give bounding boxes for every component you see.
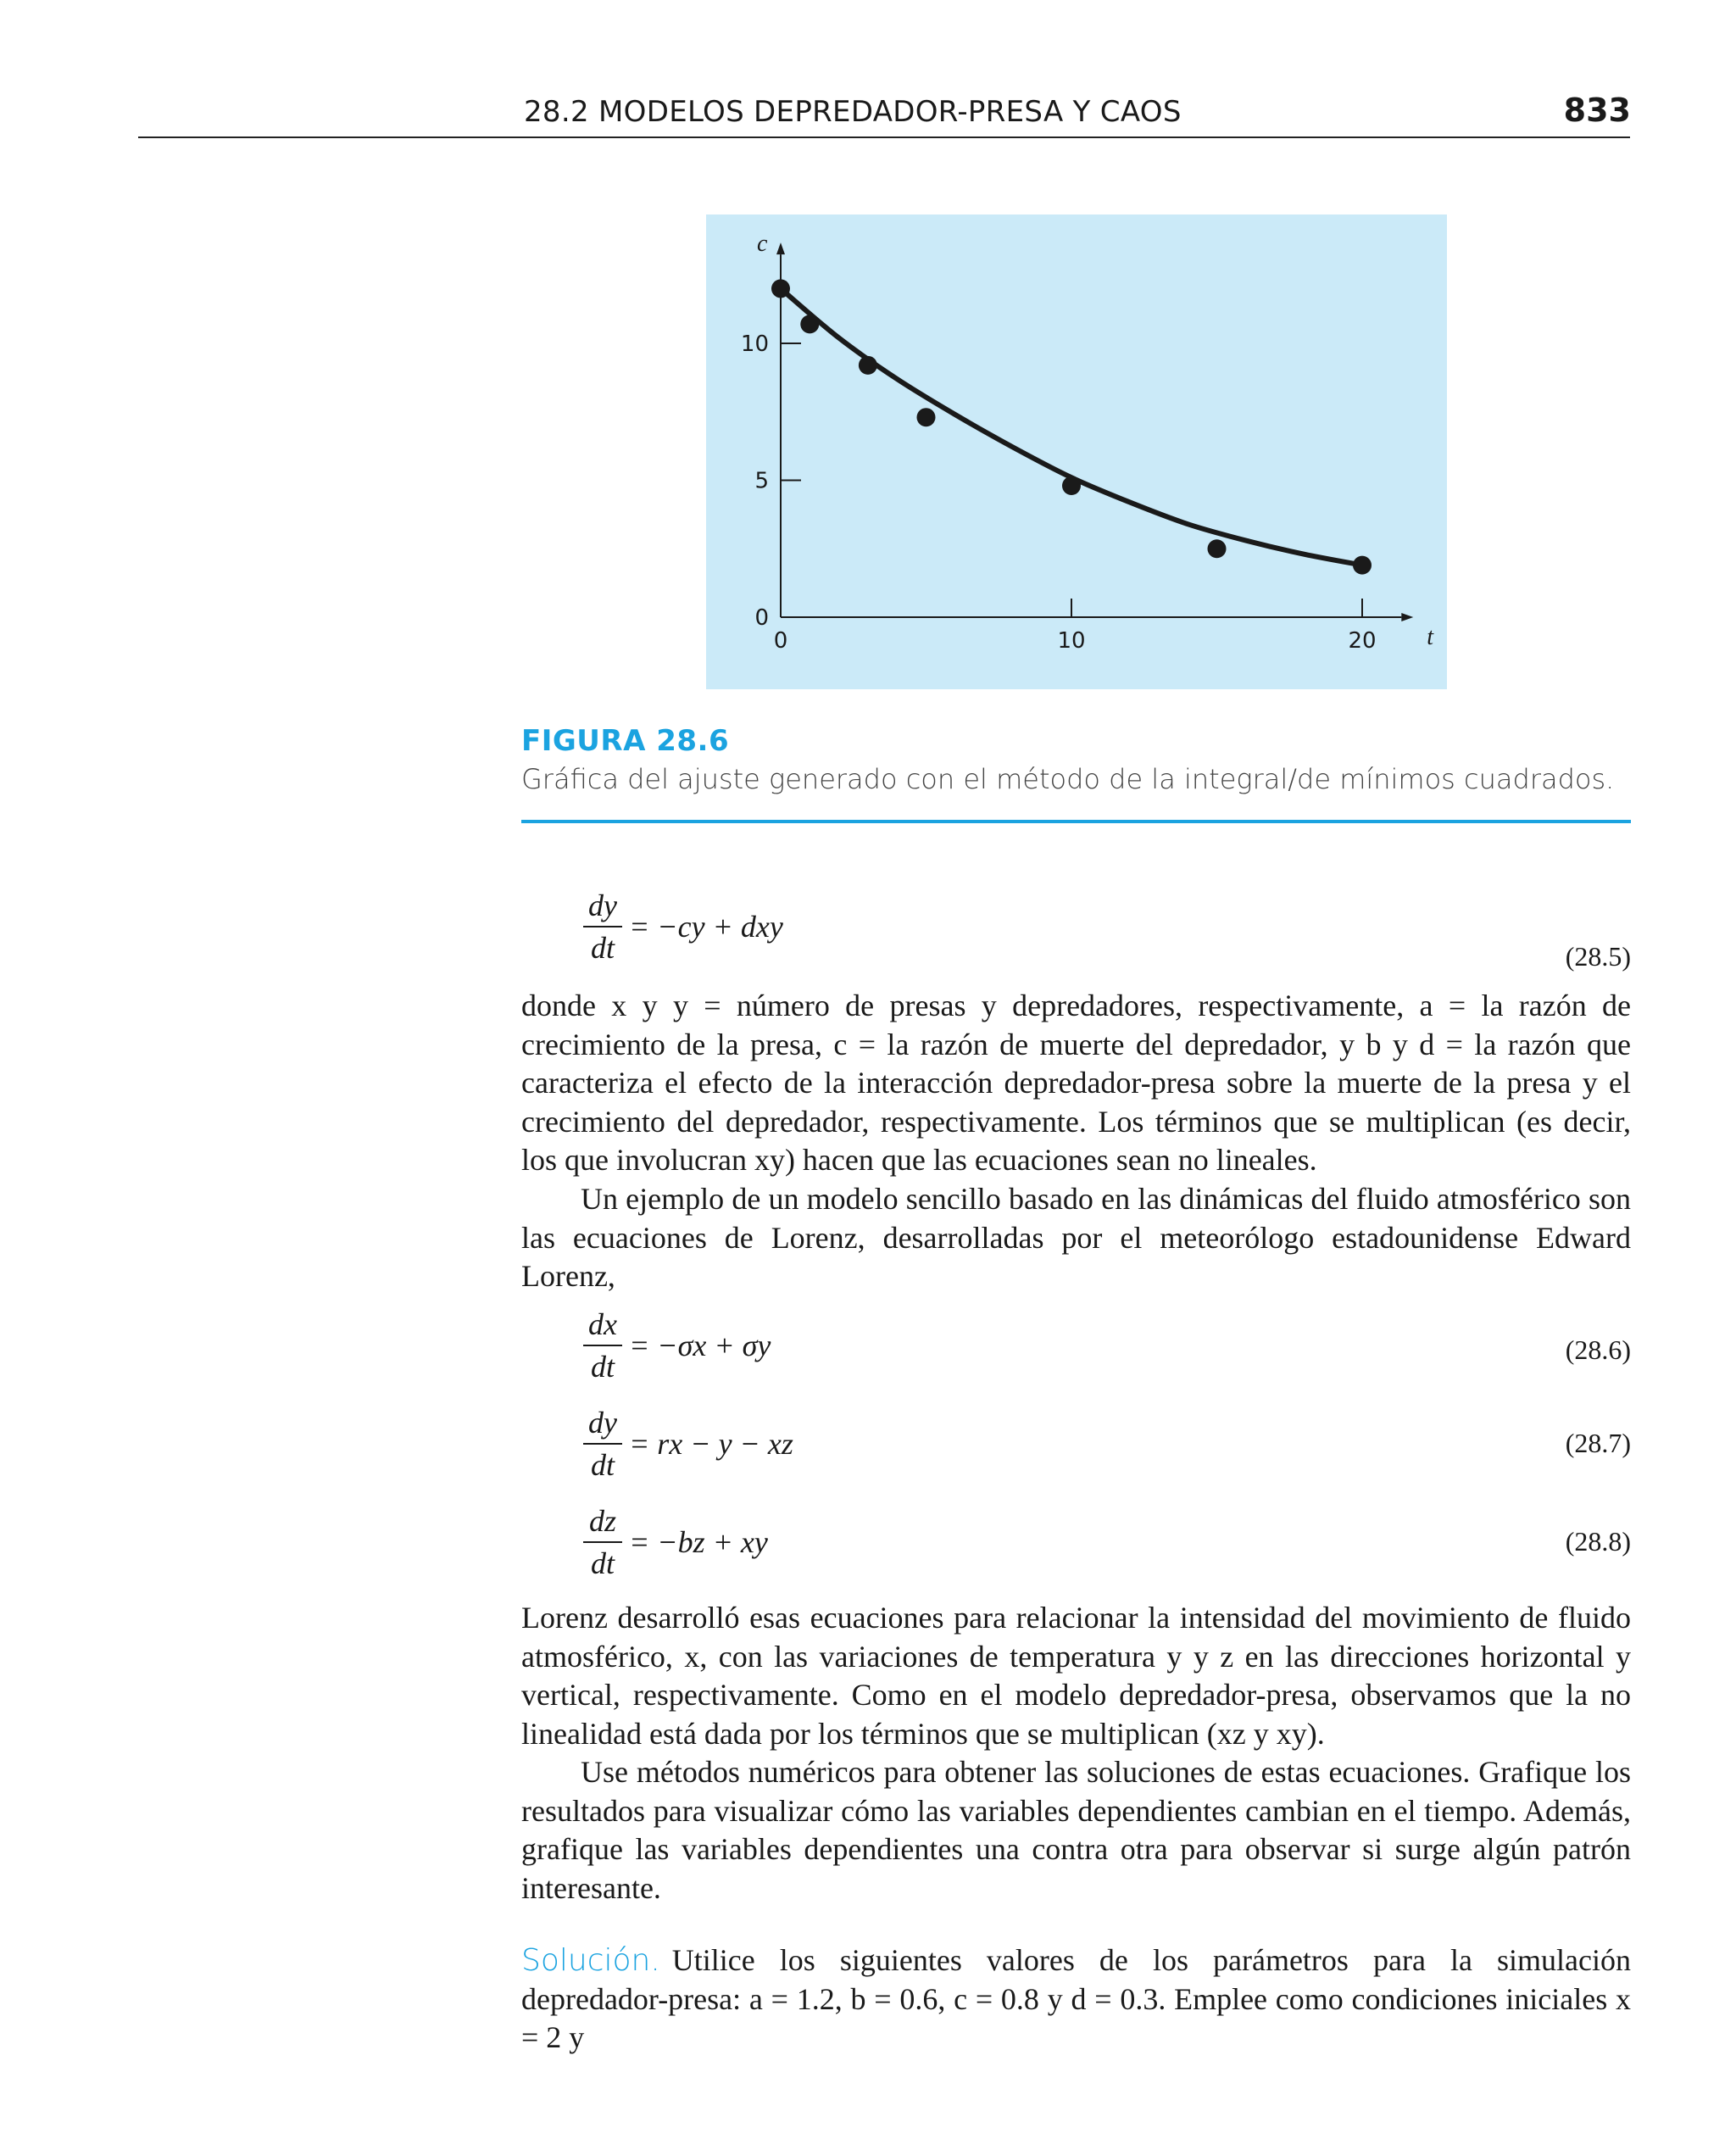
fraction-bar (583, 1541, 622, 1543)
eq285-denominator: dt (590, 931, 615, 965)
eq285-rhs: = −cy + dxy (629, 910, 783, 944)
data-point (859, 356, 877, 375)
fit-chart (706, 214, 1447, 689)
eq286-denominator: dt (590, 1350, 615, 1384)
eq286-rhs: = −σx + σy (629, 1328, 771, 1362)
y-tick-label: 0 (754, 605, 769, 631)
x-tick-label: 20 (1348, 628, 1377, 654)
data-point (800, 315, 819, 333)
eq286-number: (28.6) (1565, 1334, 1631, 1365)
data-point (1353, 556, 1372, 575)
data-point (771, 279, 790, 298)
solution-paragraph (521, 1941, 1631, 2058)
running-title: 28.2 MODELOS DEPREDADOR-PRESA Y CAOS (524, 95, 1182, 129)
eq287-numerator: dy (588, 1406, 617, 1440)
eq288-numerator: dz (588, 1504, 616, 1538)
eq288-fraction (583, 1502, 622, 1582)
eq285-fraction (583, 887, 622, 966)
eq285-number: (28.5) (1565, 941, 1631, 972)
data-point (917, 408, 936, 426)
y-tick-label: 5 (754, 468, 769, 494)
paragraph-4: Use métodos numéricos para obtener las soluciones de estas ecuaciones. Grafique los resultados para visualizar cómo las variables dependientes cambian en el tiempo. Además, grafique las variables dependientes una contra otra para observar si surge algún patrón interesante. (521, 1755, 1631, 1905)
paragraph-3: Lorenz desarrolló esas ecuaciones para relacionar la intensidad del movimiento de fluido atmosférico, x, con las variaciones de temperatura y y z en las direcciones horizontal y vertical, respectivamente. Como en el modelo depredador-presa, observamos que la no linealidad está dada por los términos que se multiplican (xz y xy). (521, 1601, 1631, 1751)
x-tick-label: 10 (1057, 628, 1086, 654)
y-axis-label: c (757, 231, 768, 258)
solution-label: Solución. (521, 1943, 660, 1978)
x-tick-label: 0 (773, 628, 788, 654)
eq287-rhs: = rx − y − xz (629, 1427, 793, 1461)
x-axis-label: t (1427, 624, 1434, 650)
paragraph-2: Un ejemplo de un modelo sencillo basado en las dinámicas del fluido atmosférico son las ecuaciones de Lorenz, desarrolladas por el meteorólogo estadounidense Edward Lorenz, (521, 1182, 1631, 1293)
paragraph-1: donde x y y = número de presas y depredadores, respectivamente, a = la razón de crecimiento de la presa, c = la razón de muerte del depredador, y b y d = la razón que caracteriza el efecto de la interacción depredador-presa sobre la muerte de la presa y el crecimiento del depredador, respectivamente. Los términos que se multiplican (es decir, los que involucran xy) hacen que las ecuaciones sean no lineales. (521, 989, 1631, 1177)
data-point (1062, 476, 1081, 495)
header-rule (138, 136, 1630, 138)
eq288-denominator: dt (590, 1546, 615, 1580)
solution-text: Utilice los siguientes valores de los parámetros para la simulación depredador-presa: a = 1.2, b = 0.6, c = 0.8 y d = 0.3. Emplee como condiciones iniciales x = 2 y (521, 1943, 1631, 2054)
eq288-number: (28.8) (1565, 1526, 1631, 1557)
data-point (1208, 539, 1227, 558)
fraction-bar (583, 1345, 622, 1346)
y-tick-label: 10 (740, 331, 769, 357)
eq287-fraction (583, 1404, 622, 1484)
eq288-rhs: = −bz + xy (629, 1525, 768, 1559)
fraction-bar (583, 1443, 622, 1445)
page-number: 833 (1563, 92, 1631, 129)
eq285-numerator: dy (588, 888, 617, 922)
eq286-fraction (583, 1306, 622, 1385)
eq287-number: (28.7) (1565, 1428, 1631, 1458)
figure-rule (521, 820, 1631, 823)
eq287-denominator: dt (590, 1448, 615, 1482)
figure-label: FIGURA 28.6 (521, 724, 730, 758)
eq286-numerator: dx (588, 1307, 617, 1341)
fraction-bar (583, 926, 622, 927)
figure-caption: Gráfica del ajuste generado con el método de la integral/de mínimos cuadrados. (521, 763, 1615, 795)
